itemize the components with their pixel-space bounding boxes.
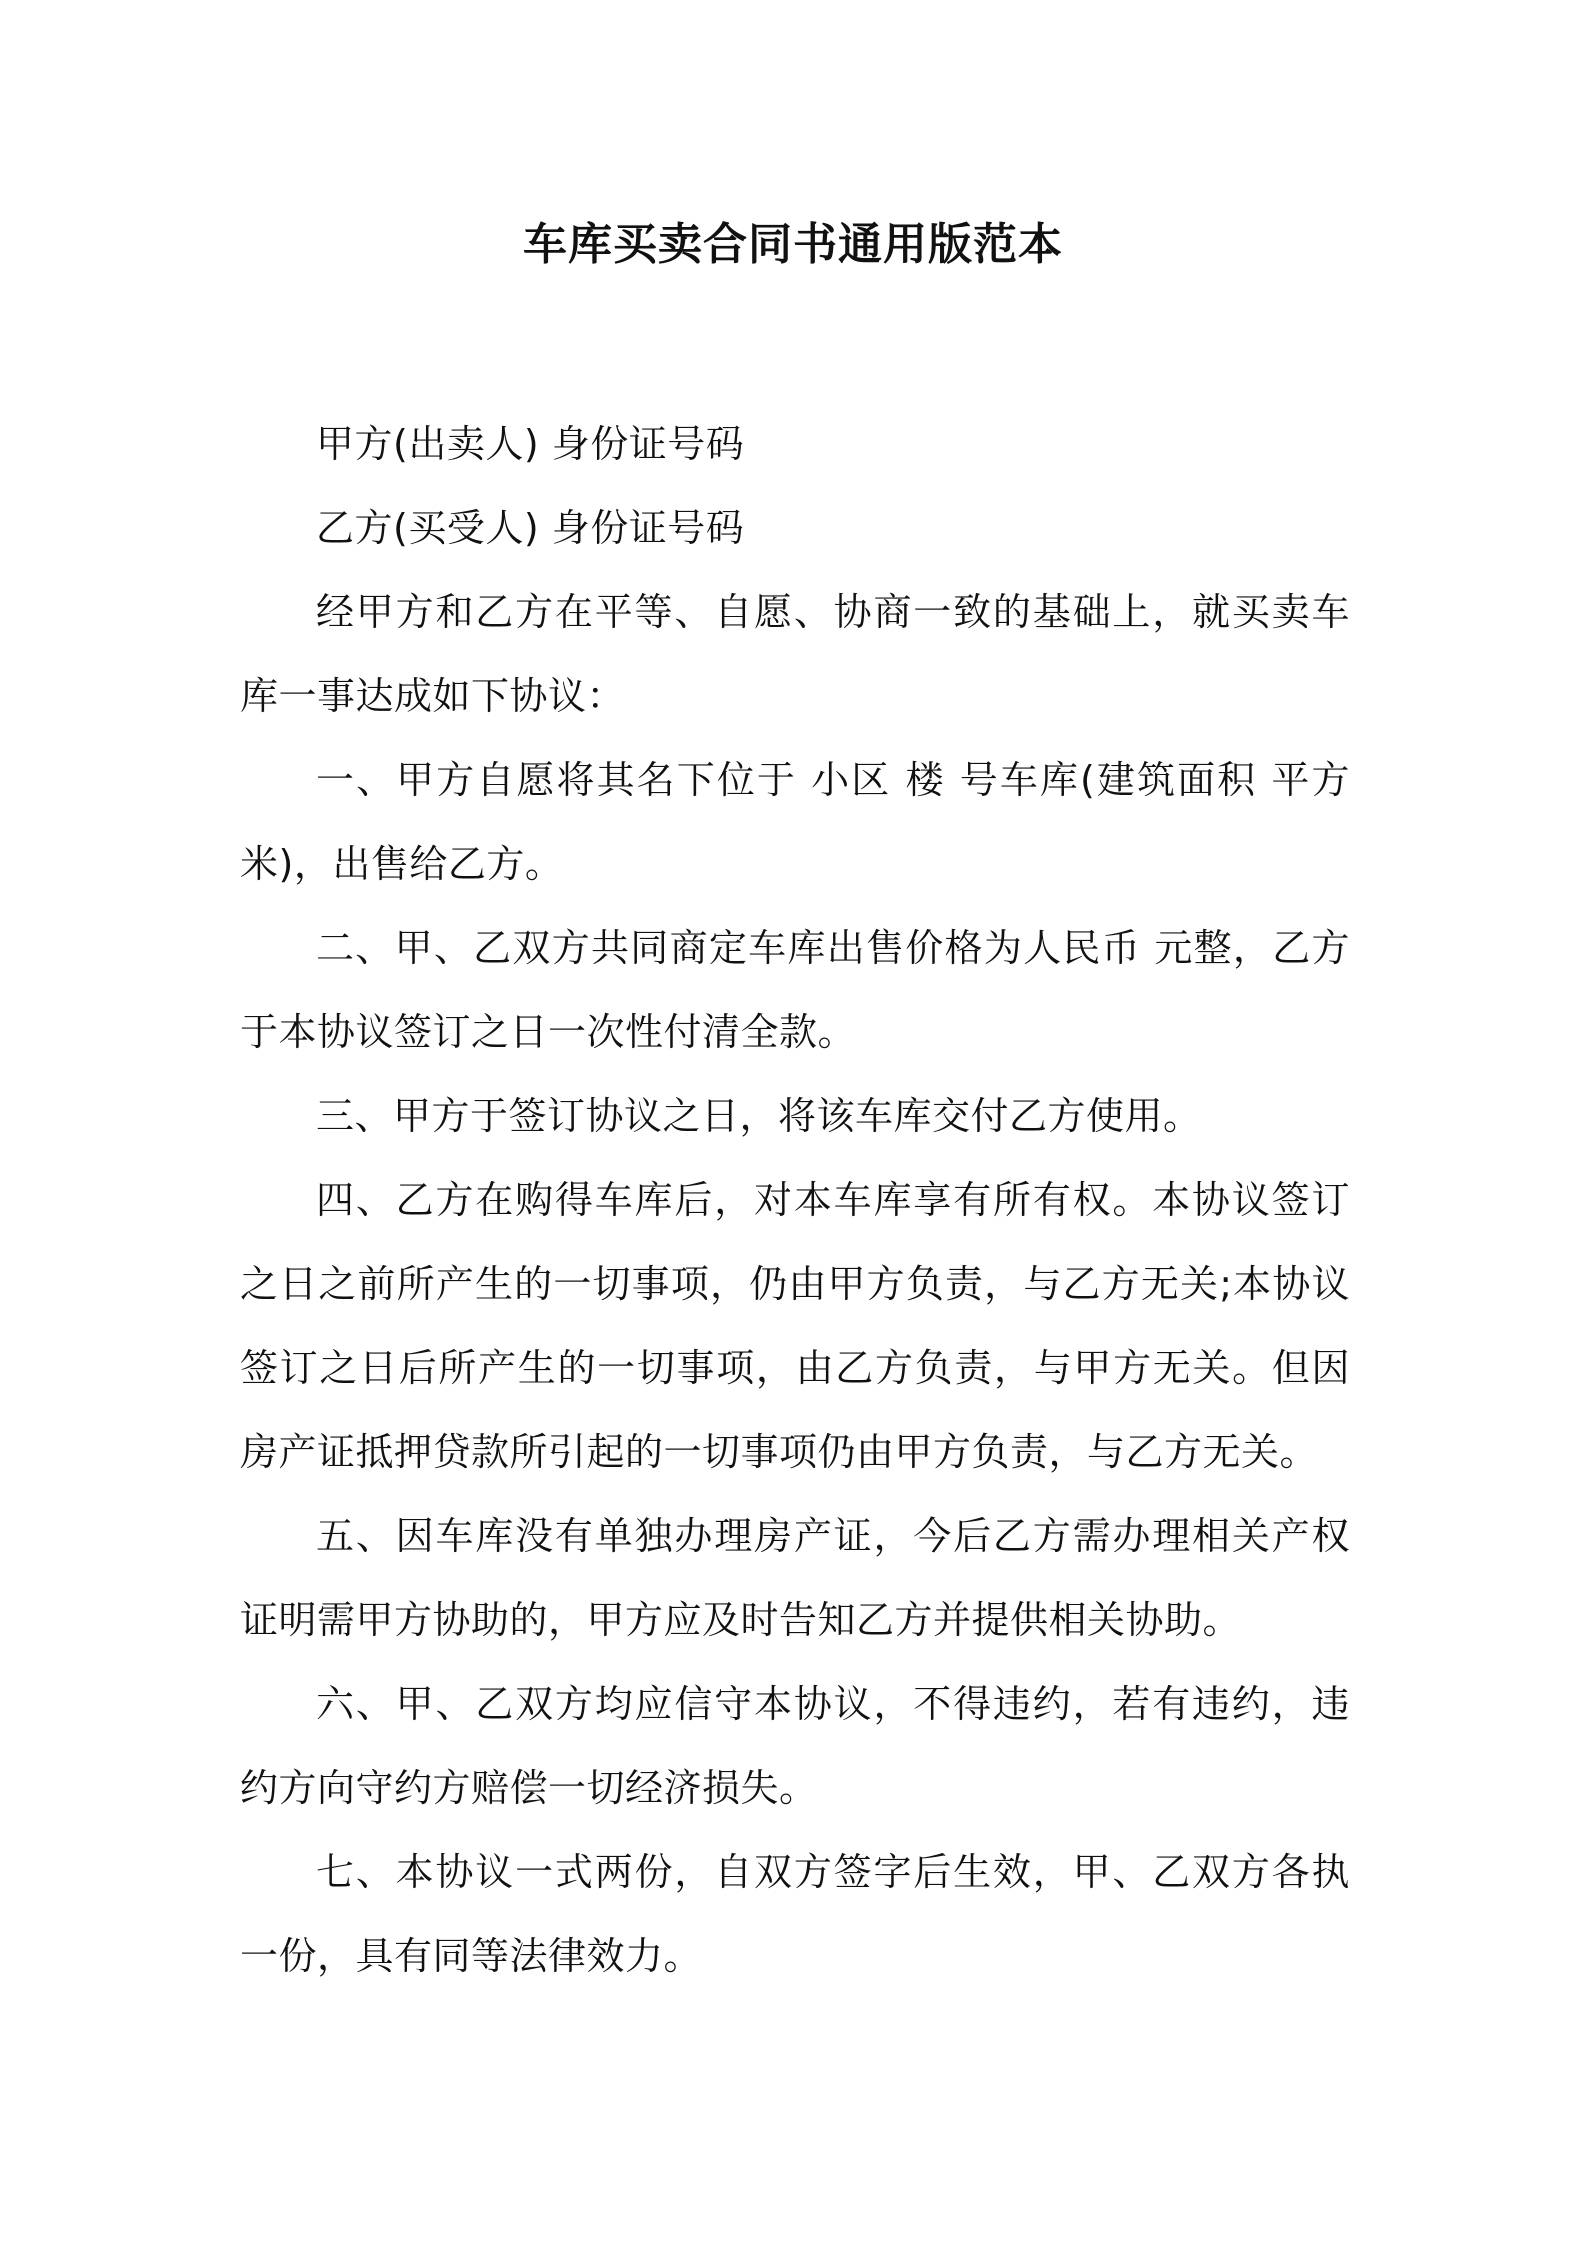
clause-7: 七、本协议一式两份，自双方签字后生效，甲、乙双方各执一份，具有同等法律效力。 [240, 1850, 1350, 1978]
clause-3: 三、甲方于签订协议之日，将该车库交付乙方使用。 [316, 1094, 1202, 1138]
clause-4: 四、乙方在购得车库后，对本车库享有所有权。本协议签订之日之前所产生的一切事项，仍由甲方负责，与乙方无关;本协议签订之日后所产生的一切事项，由乙方负责，与甲方无关。但因房产证抵押贷款所引起的一切事项仍由甲方负责，与乙方无关。 [240, 1178, 1350, 1474]
clause-2: 二、甲、乙双方共同商定车库出售价格为人民币 元整，乙方于本协议签订之日一次性付清全款。 [240, 926, 1350, 1054]
party-a-line: 甲方(出卖人) 身份证号码 [316, 422, 745, 466]
clause-1: 一、甲方自愿将其名下位于 小区 楼 号车库(建筑面积 平方米)，出售给乙方。 [240, 758, 1350, 886]
party-b-line: 乙方(买受人) 身份证号码 [316, 506, 745, 550]
document-title: 车库买卖合同书通用版范本 [523, 219, 1063, 270]
clause-5: 五、因车库没有单独办理房产证，今后乙方需办理相关产权证明需甲方协助的，甲方应及时告知乙方并提供相关协助。 [240, 1514, 1350, 1642]
clause-6: 六、甲、乙双方均应信守本协议，不得违约，若有违约，违约方向守约方赔偿一切经济损失。 [240, 1682, 1350, 1810]
agreement-intro: 经甲方和乙方在平等、自愿、协商一致的基础上，就买卖车库一事达成如下协议： [240, 590, 1350, 718]
document-body [240, 402, 1350, 1998]
